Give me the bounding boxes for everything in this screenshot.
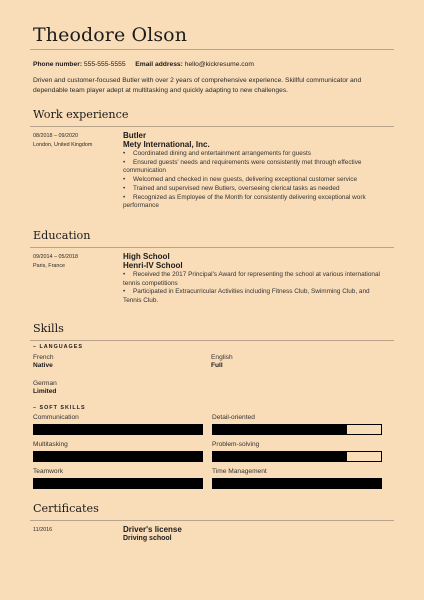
soft-skill-item — [33, 468, 203, 489]
section-title-certificates: Certificates — [33, 502, 99, 515]
language-item — [33, 354, 211, 370]
entry-bullets — [123, 150, 391, 211]
skill-level-fill — [213, 479, 381, 488]
language-item — [211, 354, 389, 370]
education-section — [33, 229, 391, 306]
skill-level-bar — [212, 451, 382, 462]
candidate-name: Theodore Olson — [33, 24, 188, 46]
section-title-work: Work experience — [33, 108, 129, 121]
list-item: performance — [123, 202, 159, 210]
skill-level-fill — [34, 452, 202, 461]
profile-summary: Driven and customer-focused Butler with over 2 years of comprehensive experience. Skillful communicator and dependable team player adept at multitasking and quickly adapting to new challenges. — [33, 77, 362, 94]
work-experience-section — [33, 108, 391, 211]
soft-skill-name: Communication — [33, 414, 79, 421]
section-title-skills: Skills — [33, 322, 64, 335]
list-item: Tennis Club. — [123, 297, 159, 305]
soft-skill-item — [33, 441, 203, 462]
soft-skill-item — [33, 414, 203, 435]
language-item — [33, 380, 211, 396]
skill-level-bar — [33, 451, 203, 462]
list-item: tennis competitions — [123, 279, 178, 287]
contact-line — [33, 60, 391, 69]
soft-skills-row — [33, 414, 382, 435]
certificates-section — [33, 502, 391, 543]
section-divider — [30, 520, 394, 521]
phone-value: 555-555-5555 — [83, 61, 126, 68]
soft-skill-name: Detail-oriented — [212, 414, 255, 421]
soft-skills-row — [33, 441, 382, 462]
soft-skill-item — [212, 468, 382, 489]
skill-level-fill — [213, 425, 347, 434]
section-divider — [30, 247, 394, 248]
soft-skill-name: Time Management — [212, 468, 267, 475]
skill-level-fill — [34, 425, 202, 434]
work-entry — [33, 131, 391, 211]
skill-level-bar — [212, 424, 382, 435]
languages-row — [33, 354, 391, 370]
phone-label: Phone number: — [33, 61, 83, 68]
soft-skills-heading: – SOFT SKILLS — [33, 405, 86, 411]
entry-role: Butler — [123, 131, 147, 140]
certificate-entry — [33, 525, 391, 543]
education-entry — [33, 252, 391, 306]
skill-level-bar — [212, 478, 382, 489]
list-item: communication — [123, 167, 166, 175]
section-divider — [30, 126, 394, 127]
entry-dates: 08/2018 – 09/2020 — [33, 133, 78, 139]
entry-school-name: Henri-IV School — [123, 261, 183, 270]
entry-organization: Mety International, Inc. — [123, 140, 210, 149]
language-level: Native — [33, 362, 53, 369]
list-item: • Participated in Extracurricular Activities including Fitness Club, Swimming Club, and — [123, 288, 391, 297]
section-title-education: Education — [33, 229, 91, 242]
soft-skills-grid — [33, 414, 391, 489]
entry-school-type: High School — [123, 252, 170, 261]
entry-location: Paris, France — [33, 262, 66, 269]
soft-skills-row — [33, 468, 382, 489]
soft-skill-name: Multitasking — [33, 441, 68, 448]
list-item: • Ensured guests' needs and requirements were consistently met through effective — [123, 159, 391, 168]
soft-skill-name: Teamwork — [33, 468, 64, 475]
entry-dates: 09/2014 – 05/2018 — [33, 254, 78, 260]
skill-level-bar — [33, 478, 203, 489]
certificate-issuer: Driving school — [123, 535, 172, 542]
language-name: French — [33, 354, 54, 361]
email-label: Email address: — [135, 61, 183, 68]
list-item: • Welcomed and checked in new guests, delivering exceptional customer service — [123, 176, 391, 185]
list-item: • Recognized as Employee of the Month for consistently delivering exceptional work — [123, 194, 391, 203]
language-level: Full — [211, 362, 223, 369]
entry-bullets — [123, 271, 391, 306]
skill-level-bar — [33, 424, 203, 435]
soft-skill-item — [212, 414, 382, 435]
entry-location: London, United Kingdom — [33, 141, 93, 148]
soft-skill-item — [212, 441, 382, 462]
list-item: • Trained and supervised new Butlers, overseeing clerical tasks as needed — [123, 185, 391, 194]
skills-section — [33, 322, 391, 489]
languages-row — [33, 380, 391, 396]
section-divider — [30, 340, 394, 341]
certificate-title: Driver's license — [123, 525, 182, 534]
language-name: German — [33, 380, 57, 387]
skill-level-fill — [213, 452, 347, 461]
soft-skill-name: Problem-solving — [212, 441, 260, 448]
name-divider — [30, 49, 394, 50]
email-value[interactable]: hello@kickresume.com — [184, 61, 254, 68]
languages-heading: – LANGUAGES — [33, 344, 83, 350]
skill-level-fill — [34, 479, 202, 488]
list-item: • Received the 2017 Principal's Award for representing the school at various international — [123, 271, 391, 280]
list-item: • Coordinated dining and entertainment arrangements for guests — [123, 150, 391, 159]
language-name: English — [211, 354, 233, 361]
certificate-date: 11/2016 — [33, 527, 53, 533]
language-level: Limited — [33, 388, 57, 395]
